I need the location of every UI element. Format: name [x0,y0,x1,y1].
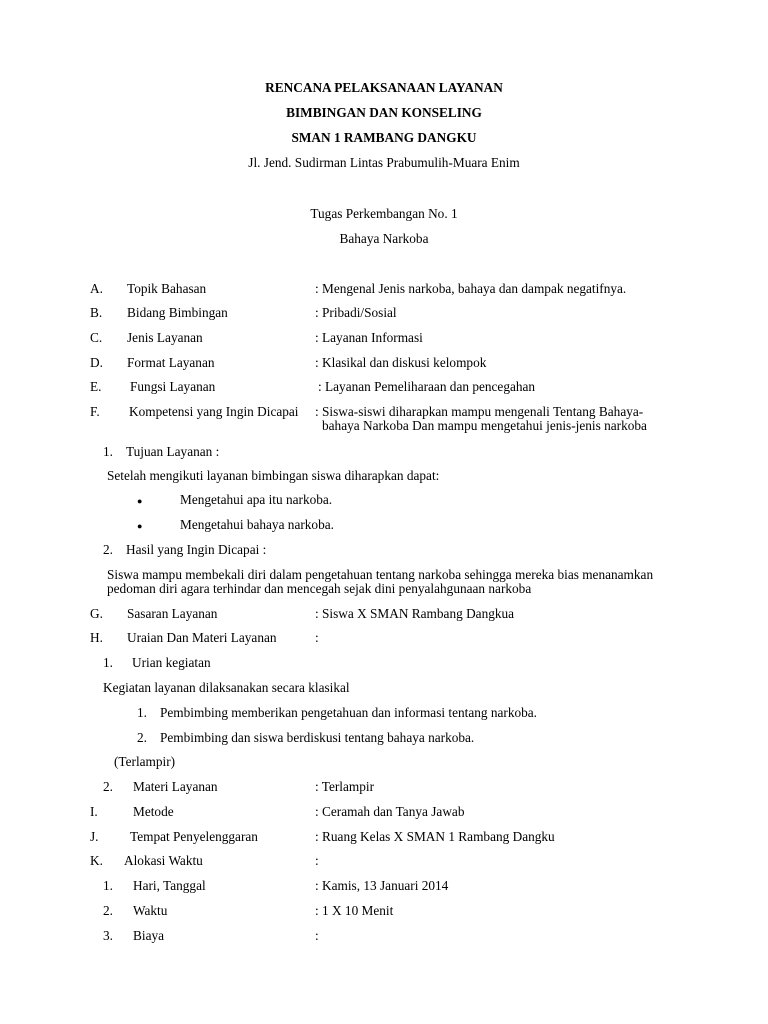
section-b-letter: B. [90,305,103,320]
materi-value: : Terlampir [315,779,375,794]
section-g-label: Sasaran Layanan [127,606,218,621]
section-b-value: : Pribadi/Sosial [315,305,397,320]
tugas-perkembangan: Tugas Perkembangan No. 1 [310,206,458,221]
section-b-label: Bidang Bimbingan [127,305,228,320]
alokasi-value: : Kamis, 13 Januari 2014 [315,878,449,893]
uraian-item-number: 1. [137,705,147,720]
address-line: Jl. Jend. Sudirman Lintas Prabumulih-Muara Enim [248,155,520,170]
section-f-letter: F. [90,404,100,419]
uraian-item-text: Pembimbing dan siswa berdiskusi tentang bahaya narkoba. [160,730,475,745]
section-f-value-line-1: : Siswa-siswi diharapkan mampu mengenali Tentang Bahaya- [315,404,644,419]
tujuan-number: 1. [103,444,113,459]
alokasi-value: : [315,928,319,943]
tujuan-intro: Setelah mengikuti layanan bimbingan siswa diharapkan dapat: [107,468,440,483]
section-e-label: Fungsi Layanan [130,379,216,394]
title-line-2: BIMBINGAN DAN KONSELING [286,105,482,120]
uraian-intro: Kegiatan layanan dilaksanakan secara klasikal [103,680,350,695]
uraian-number: 1. [103,655,113,670]
hasil-text-line-2: pedoman diri agara terhindar dan mencegah sejak dini penyalahgunaan narkoba [107,581,532,596]
section-i-value: : Ceramah dan Tanya Jawab [315,804,465,819]
section-k-label: Alokasi Waktu [124,853,203,868]
alokasi-number: 1. [103,878,113,893]
section-j-label: Tempat Penyelenggaran [130,829,258,844]
alokasi-value: : 1 X 10 Menit [315,903,394,918]
alokasi-number: 3. [103,928,113,943]
section-h-letter: H. [90,630,103,645]
section-e-value: : Layanan Pemeliharaan dan pencegahan [318,379,536,394]
bullet-icon: ● [137,521,143,531]
section-g-value: : Siswa X SMAN Rambang Dangkua [315,606,515,621]
section-c-letter: C. [90,330,103,345]
bullet-item: Mengetahui bahaya narkoba. [180,517,334,532]
section-a-label: Topik Bahasan [127,281,207,296]
section-e-letter: E. [90,379,102,394]
section-h-label: Uraian Dan Materi Layanan [127,630,277,645]
section-d-label: Format Layanan [127,355,215,370]
section-a-value: : Mengenal Jenis narkoba, bahaya dan dampak negatifnya. [315,281,627,296]
section-a-letter: A. [90,281,103,296]
section-k-letter: K. [90,853,103,868]
materi-number: 2. [103,779,113,794]
uraian-item-number: 2. [137,730,147,745]
uraian-item-text: Pembimbing memberikan pengetahuan dan informasi tentang narkoba. [160,705,538,720]
section-j-value: : Ruang Kelas X SMAN 1 Rambang Dangku [315,829,555,844]
hasil-number: 2. [103,542,113,557]
section-d-value: : Klasikal dan diskusi kelompok [315,355,487,370]
alokasi-label: Hari, Tanggal [133,878,206,893]
alokasi-label: Waktu [133,903,168,918]
section-c-label: Jenis Layanan [127,330,203,345]
section-i-label: Metode [133,804,174,819]
section-h-value: : [315,630,319,645]
alokasi-label: Biaya [133,928,165,943]
section-c-value: : Layanan Informasi [315,330,423,345]
terlampir-note: (Terlampir) [114,754,176,769]
section-k-value: : [315,853,319,868]
bullet-item: Mengetahui apa itu narkoba. [180,492,333,507]
tujuan-label: Tujuan Layanan : [126,444,220,459]
topic-title: Bahaya Narkoba [339,231,429,246]
bullet-icon: ● [137,496,143,506]
title-line-1: RENCANA PELAKSANAAN LAYANAN [265,80,503,95]
section-i-letter: I. [90,804,98,819]
alokasi-number: 2. [103,903,113,918]
hasil-label: Hasil yang Ingin Dicapai : [126,542,267,557]
uraian-label: Urian kegiatan [132,655,211,670]
section-d-letter: D. [90,355,103,370]
title-line-3: SMAN 1 RAMBANG DANGKU [291,130,477,145]
section-j-letter: J. [90,829,99,844]
section-g-letter: G. [90,606,103,621]
section-f-value-line-2: bahaya Narkoba Dan mampu mengetahui jenis-jenis narkoba [322,418,647,433]
materi-label: Materi Layanan [133,779,218,794]
hasil-text-line-1: Siswa mampu membekali diri dalam pengetahuan tentang narkoba sehingga mereka bias menanamkan [107,567,654,582]
section-f-label: Kompetensi yang Ingin Dicapai [129,404,299,419]
